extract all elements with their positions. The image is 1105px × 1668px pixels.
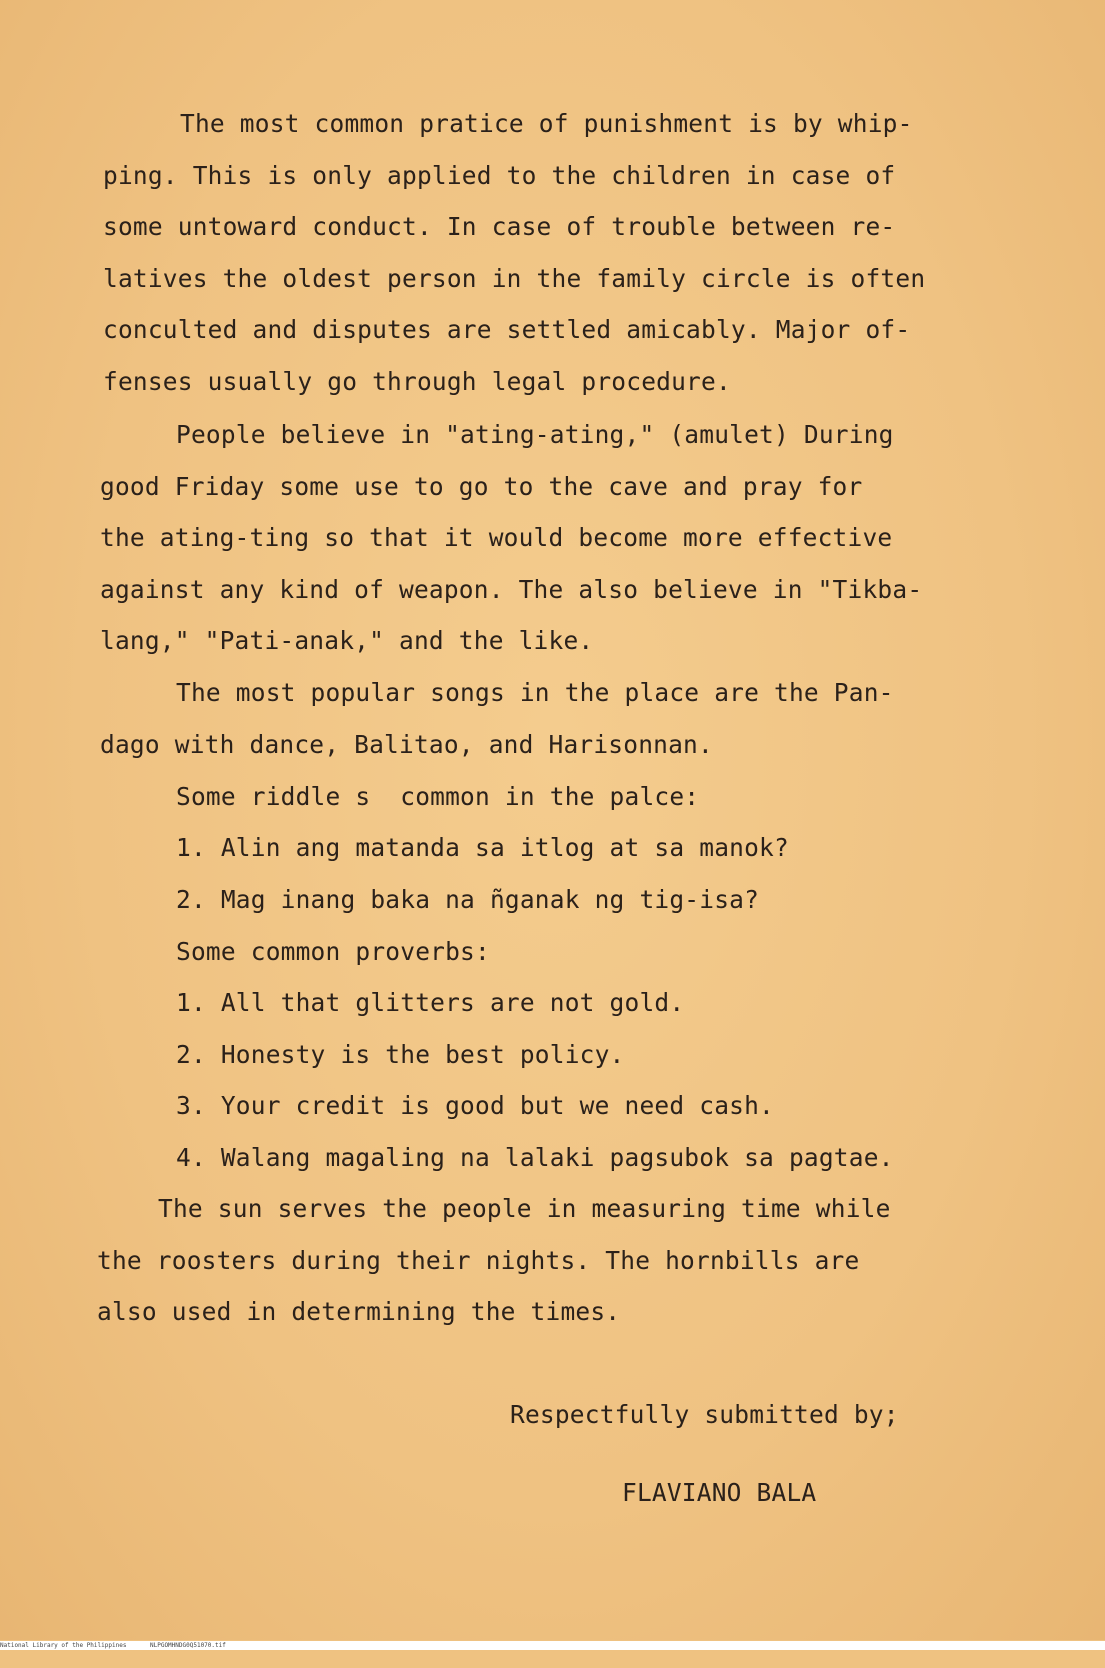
text-line: dago with dance, Balitao, and Harisonnan. [100, 730, 713, 759]
riddles-intro: Some riddle s common in the palce: [176, 782, 700, 811]
text-line: the roosters during their nights. The hornbills are [97, 1246, 860, 1275]
signature-name: FLAVIANO BALA [622, 1478, 817, 1507]
proverb-item: 3. Your credit is good but we need cash. [176, 1091, 775, 1120]
text-line: fenses usually go through legal procedure. [103, 367, 731, 396]
proverbs-intro: Some common proverbs: [176, 937, 490, 966]
text-line: The most common pratice of punishment is by whip- [180, 109, 913, 138]
text-line: The sun serves the people in measuring time while [158, 1194, 891, 1223]
text-line: the ating-ting so that it would become more effective [100, 523, 893, 552]
proverb-item: 2. Honesty is the best policy. [176, 1040, 625, 1069]
text-line: against any kind of weapon. The also believe in "Tikba- [100, 575, 923, 604]
text-line: latives the oldest person in the family circle is often [103, 264, 926, 293]
proverb-item: 1. All that glitters are not gold. [176, 988, 685, 1017]
text-line: People believe in "ating-ating," (amulet) During [176, 420, 894, 449]
text-line: ping. This is only applied to the children in case of [103, 161, 896, 190]
text-line: The most popular songs in the place are the Pan- [176, 678, 894, 707]
text-line: lang," "Pati-anak," and the like. [100, 626, 594, 655]
riddle-item: 1. Alin ang matanda sa itlog at sa manok? [176, 833, 789, 862]
text-line: conculted and disputes are settled amicably. Major of- [103, 315, 911, 344]
footer-library: National Library of the Philippines [0, 1642, 127, 1649]
text-line: some untoward conduct. In case of trouble between re- [103, 212, 896, 241]
text-line: good Friday some use to go to the cave and pray for [100, 472, 863, 501]
closing-line: Respectfully submitted by; [510, 1400, 899, 1429]
proverb-item: 4. Walang magaling na lalaki pagsubok sa pagtae. [176, 1143, 894, 1172]
riddle-item: 2. Mag inang baka na ñganak ng tig-isa? [176, 885, 760, 914]
text-line: also used in determining the times. [97, 1297, 621, 1326]
footer-file-id: NLPGOMHNDG0Q51070.tif [150, 1642, 226, 1649]
scan-footer [0, 1641, 1105, 1650]
